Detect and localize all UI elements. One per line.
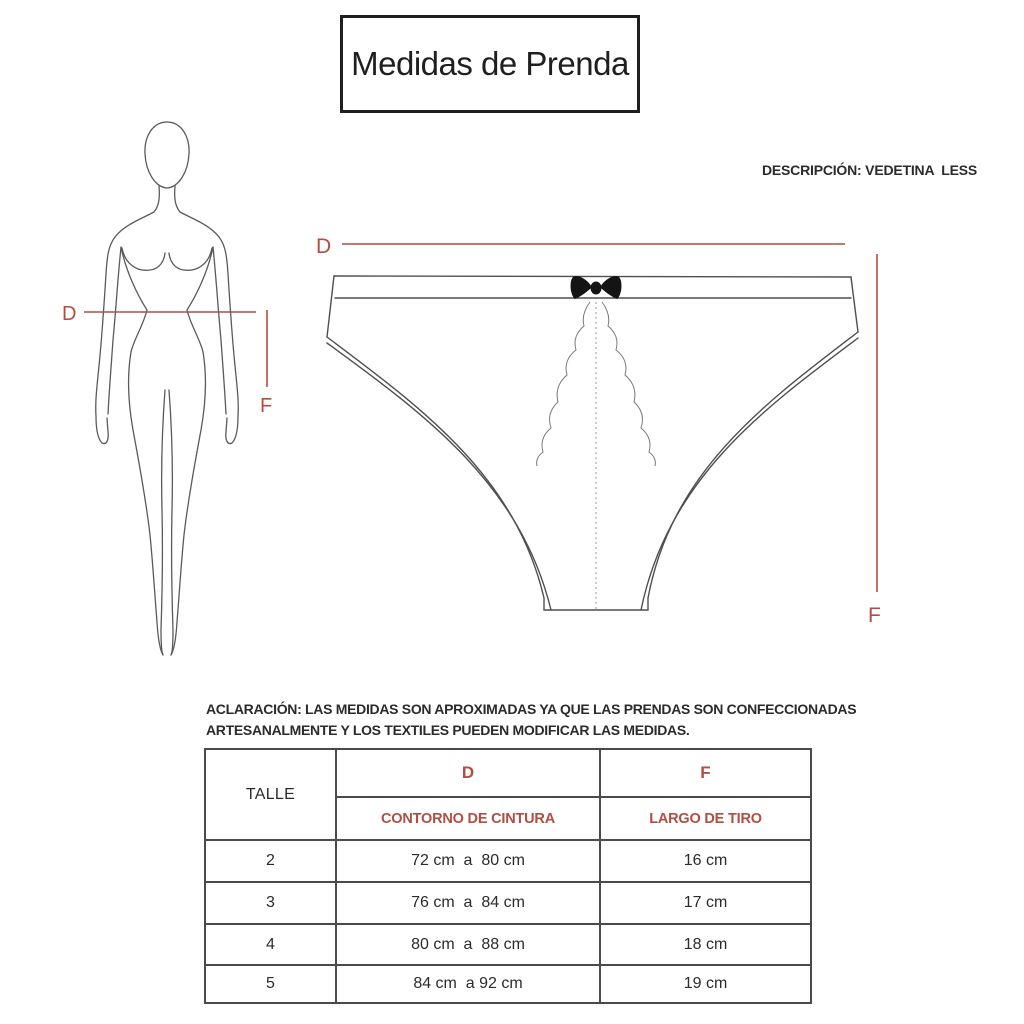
table-row-talle: 3 <box>206 881 335 923</box>
table-header-f-letter: F <box>599 750 810 796</box>
product-description: DESCRIPCIÓN: VEDETINA LESS <box>762 162 977 178</box>
figure-waist-measure-d <box>62 303 256 325</box>
garment-f-label: F <box>868 604 881 627</box>
table-row-tiro: 19 cm <box>599 964 810 1002</box>
body-figure-diagram <box>50 112 290 672</box>
table-header-d-sub: CONTORNO DE CINTURA <box>335 796 599 839</box>
table-header-f-sub: LARGO DE TIRO <box>599 796 810 839</box>
garment-waist-measure-d <box>316 235 845 258</box>
table-row-tiro: 17 cm <box>599 881 810 923</box>
figure-d-label: D <box>62 303 77 325</box>
figure-rise-measure-f <box>260 310 272 417</box>
garment-rise-measure-f <box>868 254 881 627</box>
table-row-cintura: 80 cm a 88 cm <box>335 923 599 964</box>
table-row-talle: 5 <box>206 964 335 1002</box>
title-box <box>340 15 640 113</box>
disclaimer-text: ACLARACIÓN: LAS MEDIDAS SON APROXIMADAS YA QUE LAS PRENDAS SON CONFECCIONADAS ARTESANALMENTE Y LOS TEXTILES PUEDEN MODIFICAR LAS MEDIDAS. <box>206 701 857 738</box>
table-row-tiro: 16 cm <box>599 839 810 881</box>
page-title: Medidas de Prenda <box>351 45 629 82</box>
table-row-cintura: 72 cm a 80 cm <box>335 839 599 881</box>
table-header-d-letter: D <box>335 750 599 796</box>
table-row-talle: 2 <box>206 839 335 881</box>
table-row-tiro: 18 cm <box>599 923 810 964</box>
garment-diagram <box>300 225 900 640</box>
bow-icon <box>571 276 622 299</box>
size-table <box>204 748 812 1004</box>
table-row-cintura: 76 cm a 84 cm <box>335 881 599 923</box>
figure-f-label: F <box>260 395 273 417</box>
garment-outline <box>327 276 858 610</box>
garment-d-label: D <box>316 235 332 258</box>
table-row-cintura: 84 cm a 92 cm <box>335 964 599 1002</box>
table-row-talle: 4 <box>206 923 335 964</box>
body-figure-outline <box>96 122 239 655</box>
table-header-talle: TALLE <box>245 785 296 803</box>
